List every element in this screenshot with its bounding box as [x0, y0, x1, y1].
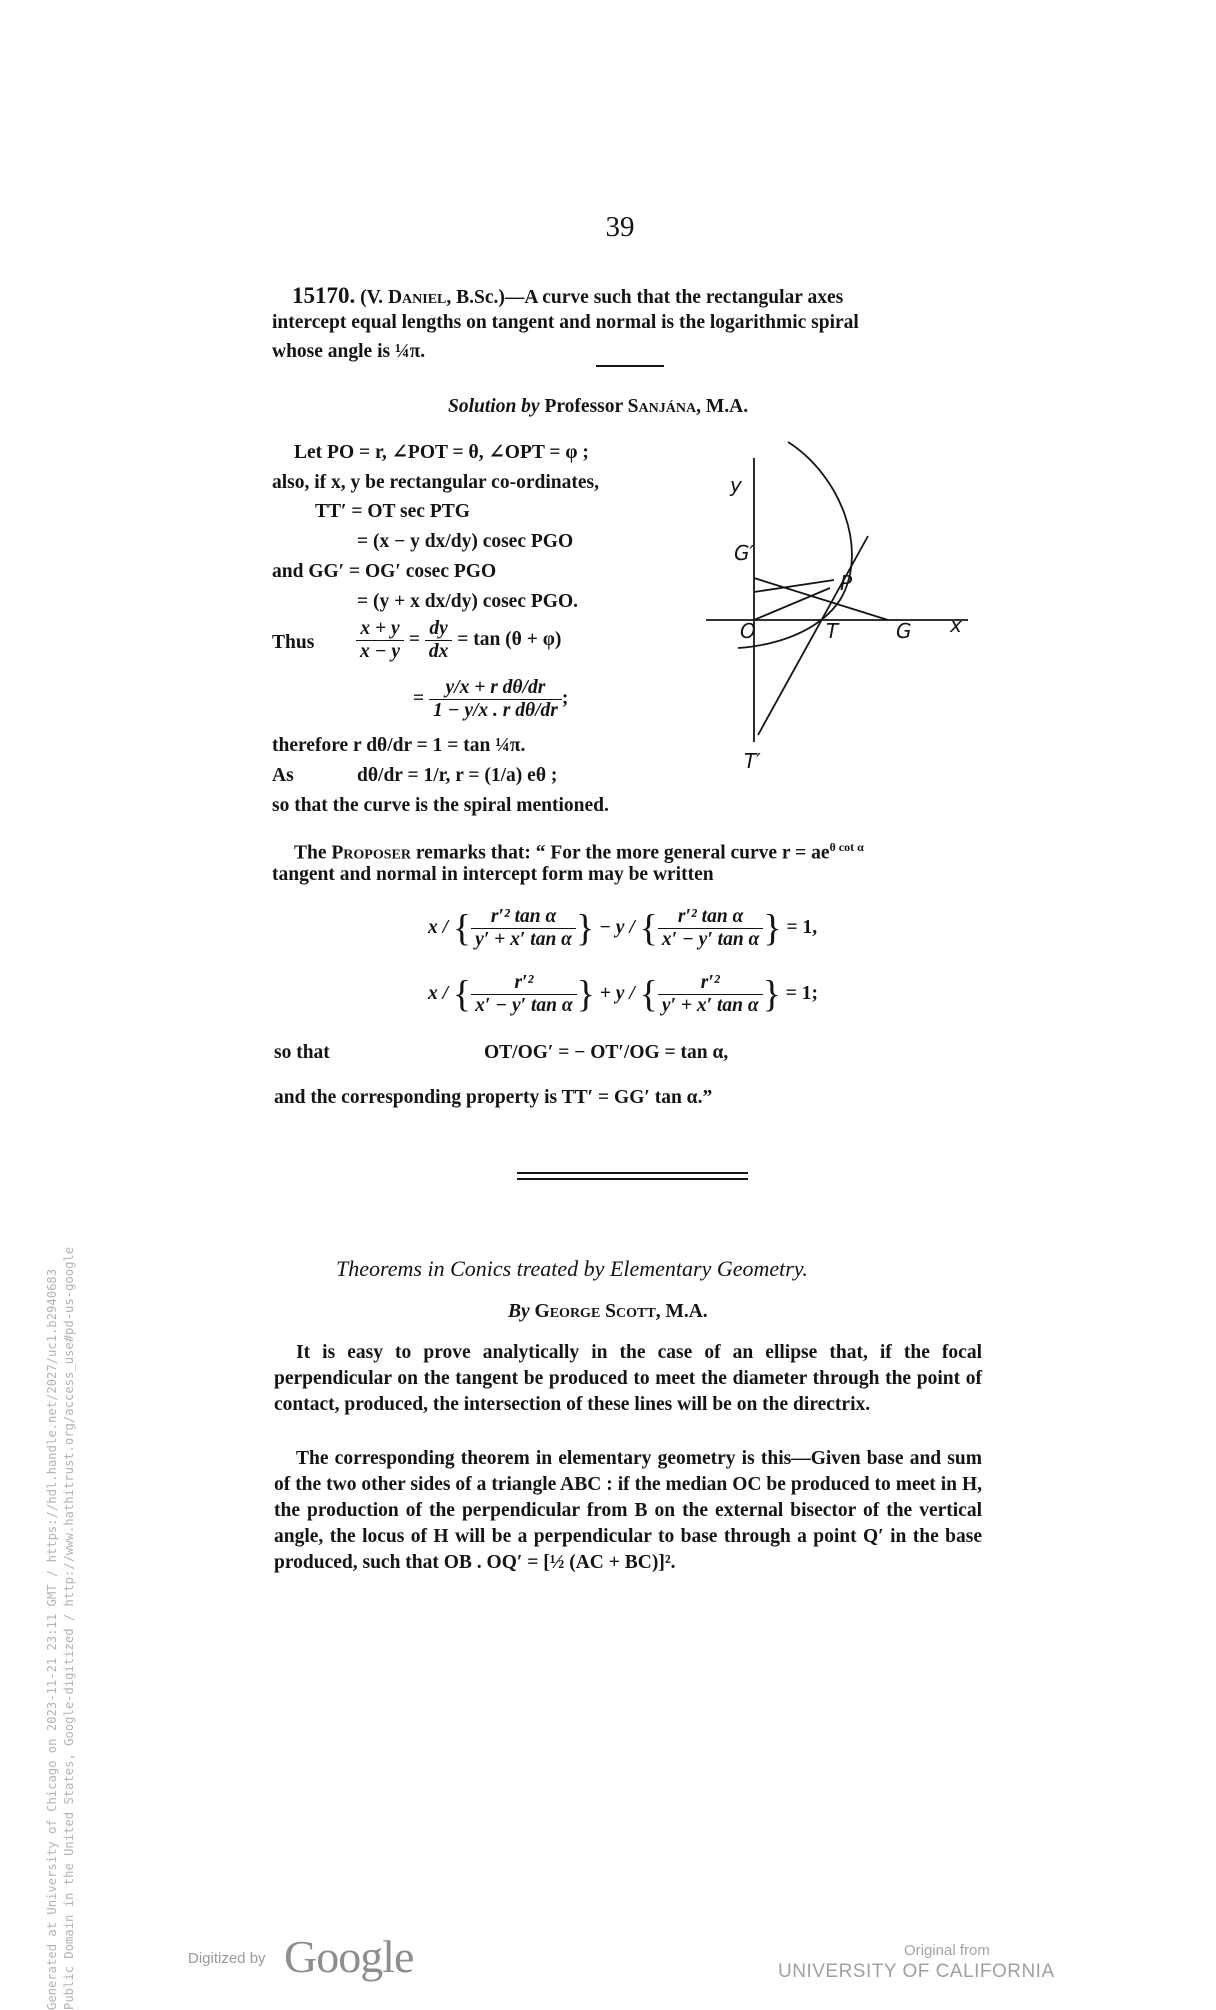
- second-semicolon: ;: [561, 687, 569, 709]
- digitized-by-label: Digitized by: [188, 1950, 266, 1967]
- question-author-close: , B.Sc.)—A curve such that the rectangular axes: [446, 287, 844, 308]
- article-author-suffix: , M.A.: [655, 1301, 708, 1322]
- google-logo: Google: [284, 1931, 414, 1982]
- intercept-equation-1: [428, 906, 817, 951]
- question-number: 15170.: [292, 283, 356, 308]
- solution-heading-prof: Professor: [544, 396, 623, 417]
- second-equals: =: [413, 687, 425, 709]
- watermark-line-2: Public Domain in the United States, Google-digitized / http://www.hathitrust.org/access_use#pd-us-google: [62, 1246, 76, 2010]
- label-g: G: [896, 619, 912, 643]
- label-x: x: [950, 613, 962, 637]
- spiral-curve: [738, 442, 852, 648]
- thus-fraction-1: [356, 618, 404, 663]
- eq1-brace-close-1: }: [575, 907, 595, 950]
- second-fraction-num: y/x + r dθ/dr: [429, 677, 562, 700]
- normal-line-extension: [754, 588, 830, 620]
- eq2-tail: = 1;: [785, 982, 819, 1004]
- second-fraction-line: [413, 677, 568, 722]
- eq1-fraction-2-den: x′ − y′ tan α: [661, 929, 760, 950]
- article-paragraph-2: The corresponding theorem in elementary geometry is this—Given base and sum of the two other sides of a triangle ABC : if the median OC be produced to meet in H, the production of the perpendicular from B on the external bisector of the vertical angle, the locus of H will be a perpendicular to base through a point Q′ in the base produced, such that OB . OQ′ = [½ (AC + BC)]².: [274, 1448, 982, 1573]
- tangent-line: [758, 536, 868, 735]
- eq2-brace-close-1: }: [576, 973, 595, 1016]
- eq1-fraction-1-num: r′² tan α: [471, 906, 576, 929]
- question-author-open: (V.: [360, 287, 388, 308]
- thus-fraction-2: [425, 618, 453, 663]
- thus-fraction-1-den: x − y: [360, 641, 400, 662]
- article-paragraph-1: It is easy to prove analytically in the case of an ellipse that, if the focal perpendicular on the tangent be produced to meet the diameter through the point of contact, produced, the intersection of these lines will be on the directrix.: [274, 1342, 982, 1415]
- label-p: P: [840, 571, 853, 595]
- solution-line-3: TT′ = OT sec PTG: [315, 501, 470, 522]
- eq1-mid: − y /: [599, 916, 635, 938]
- thus-fraction-2-num: dy: [425, 618, 453, 641]
- eq2-brace-open-2: {: [639, 973, 658, 1016]
- therefore-line: therefore r dθ/dr = 1 = tan ¼π.: [272, 735, 526, 756]
- question-line-1: [292, 283, 843, 311]
- solution-line-1: Let PO = r, ∠POT = θ, ∠OPT = φ ;: [294, 442, 589, 463]
- eq1-fraction-1-den: y′ + x′ tan α: [475, 929, 572, 950]
- proposer-intro: The: [294, 842, 327, 864]
- thus-equals: =: [408, 628, 420, 650]
- solution-line-2: also, if x, y be rectangular co-ordinates,: [272, 472, 599, 493]
- solution-conclusion: so that the curve is the spiral mentioned.: [272, 795, 609, 816]
- question-author-name: Daniel: [387, 287, 447, 308]
- normal-line: [754, 578, 888, 620]
- article-by: By: [508, 1301, 530, 1322]
- hathitrust-watermark: [44, 1246, 80, 2010]
- page-number: 39: [605, 211, 635, 243]
- intercept-equation-2: [428, 972, 818, 1017]
- article-byline: [508, 1299, 708, 1325]
- label-o: O: [740, 619, 756, 643]
- proposer-remark: remarks that: “ For the more general curve r = ae: [415, 842, 830, 864]
- proposer-exponent: θ cot α: [829, 840, 864, 854]
- proposer-final: and the corresponding property is TT′ = GG′ tan α.”: [274, 1087, 713, 1108]
- second-fraction-den: 1 − y/x . r dθ/dr: [433, 700, 558, 721]
- eq2-fraction-1: [471, 972, 577, 1017]
- eq2-mid: + y /: [599, 982, 635, 1004]
- eq1-fraction-2-num: r′² tan α: [658, 906, 764, 929]
- eq2-fraction-2-num: r′²: [658, 972, 763, 995]
- section-rule-bottom: [517, 1178, 748, 1180]
- eq1-brace-open-2: {: [639, 907, 658, 950]
- eq2-fraction-1-num: r′²: [471, 972, 577, 995]
- eq1-tail: = 1,: [786, 916, 818, 938]
- solution-heading-italic: Solution by: [448, 396, 540, 417]
- solution-heading: [448, 394, 748, 420]
- thus-tail: = tan (θ + φ): [457, 628, 562, 650]
- section-rule-top: [517, 1172, 748, 1174]
- eq1-lead: x /: [428, 916, 449, 938]
- eq2-lead: x /: [428, 982, 449, 1004]
- solution-line-4: = (x − y dx/dy) cosec PGO: [357, 531, 574, 552]
- label-g-prime: G′: [734, 541, 755, 565]
- as-label: As: [272, 765, 294, 786]
- eq2-fraction-2-den: y′ + x′ tan α: [661, 995, 759, 1016]
- question-line-2: intercept equal lengths on tangent and normal is the logarithmic spiral: [272, 312, 859, 333]
- spiral-diagram: [700, 430, 1000, 790]
- original-from-label: Original from: [904, 1942, 990, 1959]
- article-title: Theorems in Conics treated by Elementary Geometry.: [336, 1256, 808, 1281]
- label-t-prime: T′: [744, 749, 761, 773]
- thus-fraction-1-num: x + y: [356, 618, 404, 641]
- watermark-line-1: Generated at University of Chicago on 2023-11-21 23:11 GMT / https://hdl.handle.net/2027/uc1.b2940683: [45, 1268, 59, 2010]
- so-that-equation: OT/OG′ = − OT′/OG = tan α,: [484, 1042, 729, 1063]
- eq1-fraction-1: [471, 906, 576, 951]
- eq2-fraction-1-den: x′ − y′ tan α: [475, 995, 573, 1016]
- proposer-line-2: tangent and normal in intercept form may be written: [272, 864, 714, 885]
- eq1-fraction-2: [658, 906, 764, 951]
- solution-author: Sanjána: [627, 396, 697, 417]
- proposer-name: Proposer: [331, 842, 411, 864]
- label-y: y: [730, 473, 742, 497]
- university-label: UNIVERSITY OF CALIFORNIA: [778, 1961, 1055, 1982]
- question-line-3: whose angle is ¼π.: [272, 341, 426, 362]
- eq2-fraction-2: [658, 972, 763, 1017]
- short-rule: [596, 365, 664, 367]
- as-equation: dθ/dr = 1/r, r = (1/a) eθ ;: [357, 765, 558, 786]
- eq1-brace-open-1: {: [452, 907, 472, 950]
- solution-heading-suffix: , M.A.: [696, 396, 749, 417]
- so-that-label: so that: [274, 1042, 330, 1063]
- thus-label: Thus: [272, 632, 315, 653]
- eq2-brace-open-1: {: [452, 973, 472, 1016]
- second-fraction: [429, 677, 562, 722]
- solution-line-6: = (y + x dx/dy) cosec PGO.: [357, 591, 578, 612]
- article-author: George Scott: [534, 1301, 656, 1322]
- eq1-brace-close-2: }: [763, 907, 782, 950]
- eq2-brace-close-2: }: [762, 973, 781, 1016]
- thus-fraction-2-den: dx: [428, 641, 449, 662]
- label-t: T: [826, 619, 839, 643]
- solution-line-5: and GG′ = OG′ cosec PGO: [272, 561, 497, 582]
- thus-equation: [356, 618, 561, 663]
